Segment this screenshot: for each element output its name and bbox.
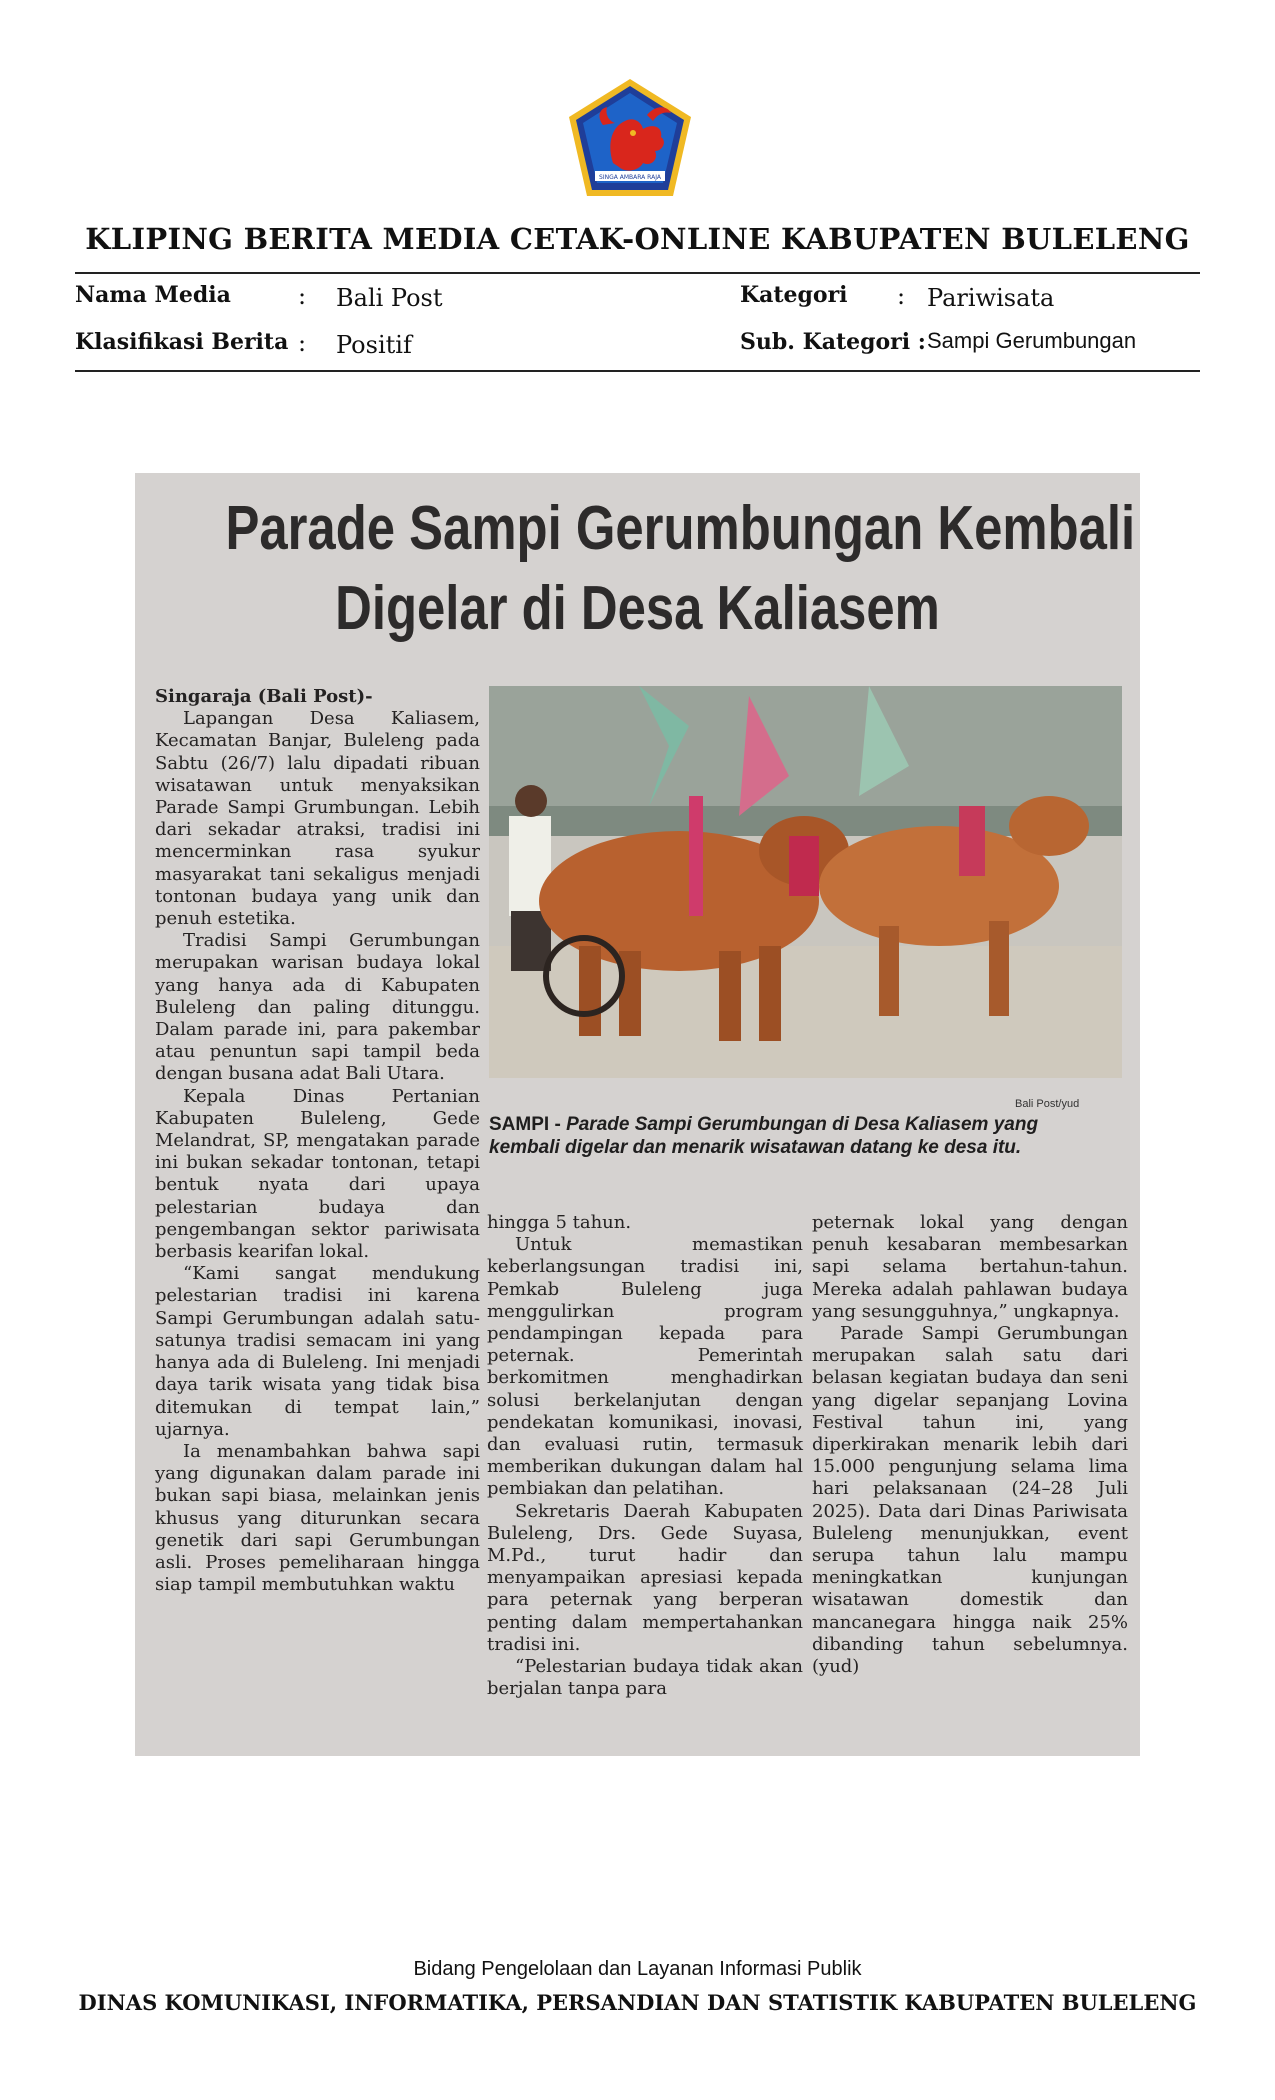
article-paragraph: hingga 5 tahun. bbox=[487, 1212, 632, 1233]
headline-line-1: Parade Sampi Gerumbungan Kembali bbox=[225, 494, 1136, 563]
subcategory-value: Sampi Gerumbungan bbox=[927, 328, 1137, 353]
divider-bottom bbox=[75, 370, 1200, 372]
article-paragraph: Sekretaris Daerah Kabupaten Buleleng, Drs. Gede Suyasa, M.Pd., turut hadir dan menyampaikan apresiasi kepada para peternak yang berperan penting dalam mempertahankan tradisi ini. bbox=[487, 1500, 803, 1655]
document-title: KLIPING BERITA MEDIA CETAK-ONLINE KABUPATEN BULELENG bbox=[85, 222, 1190, 256]
article-paragraph: Ia menambahkan bahwa sapi yang digunakan dalam parade ini bukan sapi biasa, melainkan jenis khusus yang diturunkan secara genetik dari sapi Gerumbungan asli. Proses pemeliharaan hingga siap tampil membutuhkan waktu bbox=[155, 1440, 480, 1596]
article-paragraph: Parade Sampi Gerumbungan merupakan salah satu dari belasan kegiatan budaya dan seni yang digelar sepanjang Lovina Festival tahun ini, yang diperkirakan menarik lebih dari 15.000 pengunjung selama lima hari pelaksanaan (24–28 Juli 2025). Data dari Dinas Pariwisata Buleleng menunjukkan, event serupa tahun lalu mampu meningkatkan kunjungan wisatawan domestik dan mancanegara hingga naik 25% dibanding tahun sebelumnya. (yud) bbox=[812, 1323, 1128, 1678]
newspaper-clipping bbox=[135, 473, 1140, 1756]
photo-caption bbox=[489, 1113, 1109, 1159]
classification-value: Positif bbox=[336, 331, 412, 359]
article-paragraph: Kepala Dinas Pertanian Kabupaten Buleleng, Gede Melandrat, SP, mengatakan parade ini bukan sekadar tontonan, tetapi bentuk nyata dari upaya pelestarian budaya dan pengembangan sektor pariwisata berbasis kearifan lokal. bbox=[155, 1085, 480, 1263]
caption-tag: SAMPI - bbox=[489, 1114, 561, 1135]
article-paragraph: Tradisi Sampi Gerumbungan merupakan warisan budaya lokal yang hanya ada di Kabupaten Buleleng dan paling ditunggu. Dalam parade ini, para pakembar atau penuntun sapi tampil beda dengan busana adat Bali Utara. bbox=[155, 930, 480, 1085]
article-column-3 bbox=[812, 1212, 1128, 1678]
category-label: Kategori bbox=[740, 282, 848, 308]
article-byline: Singaraja (Bali Post)- bbox=[155, 686, 373, 707]
article-paragraph: “Pelestarian budaya tidak akan berjalan tanpa para bbox=[487, 1656, 803, 1700]
lion-emblem-icon bbox=[563, 75, 697, 200]
divider-top bbox=[75, 272, 1200, 274]
category-colon: : bbox=[897, 282, 906, 310]
article-column-2 bbox=[487, 1212, 803, 1700]
classification-label: Klasifikasi Berita bbox=[75, 329, 289, 355]
article-photo bbox=[489, 686, 1122, 1078]
headline-line-2: Digelar di Desa Kaliasem bbox=[335, 574, 940, 643]
article-paragraph: “Kami sangat mendukung pelestarian tradisi ini karena Sampi Gerumbungan adalah satu-satunya tradisi semacam ini yang hanya ada di Buleleng. Ini menjadi daya tarik wisata yang tidak bisa ditemukan di tempat lain,” ujarnya. bbox=[155, 1263, 480, 1440]
caption-text: Parade Sampi Gerumbungan di Desa Kaliasem yang kembali digelar dan menarik wisatawan datang ke desa itu. bbox=[489, 1114, 1039, 1158]
article-paragraph: Untuk memastikan keberlangsungan tradisi ini, Pemkab Buleleng juga menggulirkan program pendampingan kepada para peternak. Pemerintah berkomitmen menghadirkan solusi berkelanjutan dengan pendekatan komunikasi, inovasi, dan evaluasi rutin, termasuk memberikan dukungan dalam hal pembiakan dan pelatihan. bbox=[487, 1234, 803, 1500]
svg-text:SINGA AMBARA RAJA: SINGA AMBARA RAJA bbox=[599, 174, 661, 181]
footer-agency: DINAS KOMUNIKASI, INFORMATIKA, PERSANDIAN DAN STATISTIK KABUPATEN BULELENG bbox=[78, 1990, 1197, 2015]
parade-cattle-photo-icon bbox=[489, 686, 1122, 1078]
article-column-1 bbox=[155, 686, 480, 1596]
media-value: Bali Post bbox=[336, 284, 443, 312]
media-colon: : bbox=[298, 282, 307, 310]
kabupaten-logo bbox=[563, 75, 697, 200]
media-label: Nama Media bbox=[75, 282, 231, 308]
subcategory-label: Sub. Kategori : bbox=[740, 329, 926, 355]
article-paragraph: peternak lokal yang dengan penuh kesabaran membesarkan sapi selama bertahun-tahun. Mereka adalah pahlawan budaya yang sesungguhnya,” ungkapnya. bbox=[812, 1212, 1128, 1322]
photo-credit: Bali Post/yud bbox=[1015, 1098, 1080, 1110]
footer-unit: Bidang Pengelolaan dan Layanan Informasi Publik bbox=[413, 1958, 862, 1980]
classification-colon: : bbox=[298, 329, 307, 357]
category-value: Pariwisata bbox=[927, 284, 1055, 312]
article-paragraph: Lapangan Desa Kaliasem, Kecamatan Banjar, Buleleng pada Sabtu (26/7) lalu dipadati ribuan wisatawan untuk menyaksikan Parade Sampi Grumbungan. Lebih dari sekadar atraksi, tradisi ini mencerminkan rasa syukur masyarakat tani sekaligus menjadi tontonan budaya yang unik dan penuh estetika. bbox=[155, 708, 480, 930]
